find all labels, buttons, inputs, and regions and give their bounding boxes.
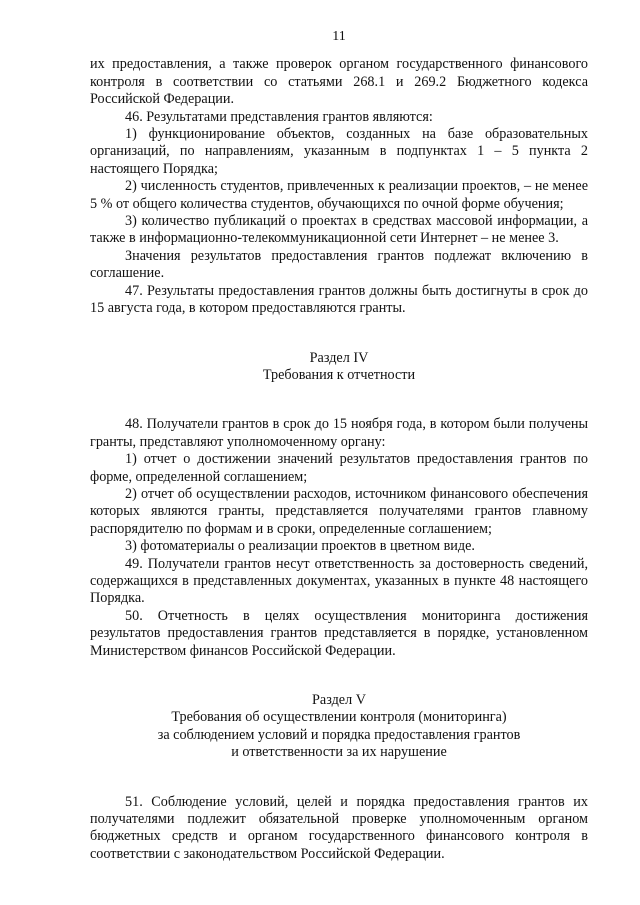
paragraph-48: 48. Получатели грантов в срок до 15 ноября года, в котором были получены гранты, представляют уполномоченному органу: [90,416,588,450]
paragraph-48-item-2: 2) отчет об осуществлении расходов, источником финансового обеспечения которых являются гранты, представляется получателями грантов главному распорядителю по формам и в сроки, определенные соглашением; [90,485,588,537]
section-4-subtitle: Требования к отчетности [262,366,416,383]
page-number: 11 [332,29,346,44]
section-5-subtitle-line-1: Требования об осуществлении контроля (мониторинга) [171,709,507,726]
section-4-title: Раздел IV [309,349,369,366]
paragraph-46-values: Значения результатов предоставления грантов подлежат включению в соглашение. [90,247,588,282]
section-5-subtitle-line-3: и ответственности за их нарушение [231,744,447,761]
paragraph-49: 49. Получатели грантов несут ответственность за достоверность сведений, содержащихся в представленных документах, указанных в пункте 48 настоящего Порядка. [90,555,588,607]
paragraph-46-item-3: 3) количество публикаций о проектах в средствах массовой информации, а также в информационно-телекоммуникационной сети Интернет – не менее 3. [90,213,588,247]
paragraph-46-item-1: 1) функционирование объектов, созданных на базе образовательных организаций, по направлениям, указанным в подпунктах 1 – 5 пункта 2 настоящего Порядка; [90,126,588,177]
paragraph-50: 50. Отчетность в целях осуществления мониторинга достижения результатов предоставления грантов представляется в порядке, установленном Министерством финансов Российской Федерации. [90,607,588,659]
paragraph-48-item-1: 1) отчет о достижении значений результатов предоставления грантов по форме, определенной соглашением; [90,451,588,485]
section-5-subtitle-line-2: за соблюдением условий и порядка предоставления грантов [157,726,521,743]
paragraph-continuation: их предоставления, а также проверок органом государственного финансового контроля в соответствии со статьями 268.1 и 269.2 Бюджетного кодекса Российской Федерации. [90,56,588,108]
paragraph-46: 46. Результатами представления грантов являются: [125,108,433,125]
paragraph-48-item-3: 3) фотоматериалы о реализации проектов в цветном виде. [125,538,475,555]
document-page [90,28,588,863]
paragraph-47: 47. Результаты предоставления грантов должны быть достигнуты в срок до 15 августа года, в котором предоставляются гранты. [90,282,588,317]
paragraph-51: 51. Соблюдение условий, целей и порядка предоставления грантов их получателями подлежит обязательной проверке уполномоченным органом бюджетных средств и органом государственного финансового контроля в соответствии с законодательством Российской Федерации. [90,793,588,862]
paragraph-46-item-2: 2) численность студентов, привлеченных к реализации проектов, – не менее 5 % от общего количества студентов, обучающихся по очной форме обучения; [90,178,588,212]
section-5-title: Раздел V [312,692,366,708]
